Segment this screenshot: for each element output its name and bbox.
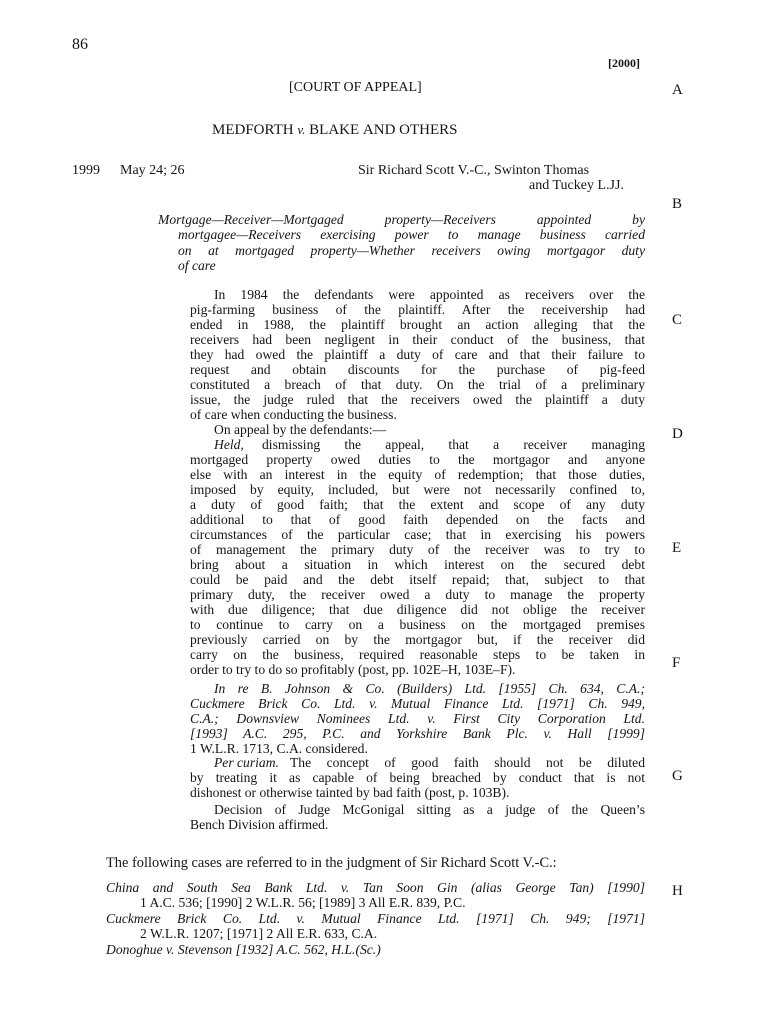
judges-line-1: Sir Richard Scott V.-C., Swinton Thomas xyxy=(358,163,590,178)
held-line: mortgaged property owed duties to the mortgagor and anyone xyxy=(190,452,645,467)
hearing-year: 1999 xyxy=(72,163,100,178)
margin-letter-g: G xyxy=(672,768,683,784)
facts-line: In 1984 the defendants were appointed as receivers over the xyxy=(214,287,645,302)
margin-letter-f: F xyxy=(672,655,681,671)
held-line: to continue to carry on a business on the mortgaged premises xyxy=(190,617,645,632)
margin-letter-b: B xyxy=(672,196,683,212)
held-line: else with an interest in the equity of redemption; that those duties, xyxy=(190,467,645,482)
case-citation-cont: 1 A.C. 536; [1990] 2 W.L.R. 56; [1989] 3 All E.R. 839, P.C. xyxy=(140,895,466,910)
catchwords-line-2: mortgagee—Receivers exercising power to manage business carried xyxy=(178,227,645,242)
catchwords-line-3: on at mortgaged property—Whether receivers owing mortgagor duty xyxy=(178,243,645,258)
considered-line: In re B. Johnson & Co. (Builders) Ltd. [1955] Ch. 634, C.A.; xyxy=(214,681,645,696)
per-curiam-line: dishonest or otherwise tainted by bad faith (post, p. 103B). xyxy=(190,785,510,800)
facts-line: constituted a breach of that duty. On the trial of a preliminary xyxy=(190,377,645,392)
facts-line: issue, the judge ruled that the receivers owed the plaintiff a duty xyxy=(190,392,645,407)
case-citation: Donoghue v. Stevenson [1932] A.C. 562, H.L.(Sc.) xyxy=(106,942,381,957)
decision-line: Decision of Judge McGonigal sitting as a judge of the Queen’s xyxy=(214,802,645,817)
held-line: previously carried on by the mortgagor but, if the receiver did xyxy=(190,632,645,647)
facts-line: they had owed the plaintiff a duty of care and that their failure to xyxy=(190,347,645,362)
case-title-party2: BLAKE xyxy=(309,122,360,138)
considered-line: C.A.; Downsview Nominees Ltd. v. First City Corporation Ltd. xyxy=(190,711,645,726)
per-curiam-line: The concept of good faith should not be diluted xyxy=(290,755,645,770)
facts-line: request and obtain discounts for the purchase of pig-feed xyxy=(190,362,645,377)
held-line: dismissing the appeal, that a receiver managing xyxy=(262,437,645,452)
facts-line: pig-farming business of the plaintiff. After the receivership had xyxy=(190,302,645,317)
held-line: order to try to do so profitably (post, pp. 102E–H, 103E–F). xyxy=(190,662,516,677)
hearing-dates: May 24; 26 xyxy=(120,163,185,178)
decision-line: Bench Division affirmed. xyxy=(190,817,329,832)
facts-line: of care when conducting the business. xyxy=(190,407,397,422)
catchwords-line-4: of care xyxy=(178,258,216,273)
margin-letter-h: H xyxy=(672,883,683,899)
catchwords-line-1: Mortgage—Receiver—Mortgaged property—Receivers appointed by xyxy=(158,212,645,227)
court-name: [COURT OF APPEAL] xyxy=(289,80,422,95)
held-line: with due diligence; that due diligence did not oblige the receiver xyxy=(190,602,645,617)
facts-line: ended in 1988, the plaintiff brought an action alleging that the xyxy=(190,317,645,332)
considered-line: [1993] A.C. 295, P.C. and Yorkshire Bank Plc. v. Hall [1999] xyxy=(190,726,645,741)
case-title-versus: v. xyxy=(297,122,306,137)
case-citation: Cuckmere Brick Co. Ltd. v. Mutual Finance Ltd. [1971] Ch. 949; [1971] xyxy=(106,911,645,926)
margin-letter-a: A xyxy=(672,82,683,98)
held-line: bring about a situation in which interest on the secured debt xyxy=(190,557,645,572)
case-citation-cont: 2 W.L.R. 1207; [1971] 2 All E.R. 633, C.A. xyxy=(140,926,378,941)
cases-intro: The following cases are referred to in the judgment of Sir Richard Scott V.-C.: xyxy=(106,855,557,871)
case-title-party1: MEDFORTH xyxy=(212,122,294,138)
page-number: 86 xyxy=(72,36,88,53)
judges-line-2: and Tuckey L.JJ. xyxy=(529,178,624,193)
considered-line: Cuckmere Brick Co. Ltd. v. Mutual Finance Ltd. [1971] Ch. 949, xyxy=(190,696,645,711)
held-line: circumstances of the particular case; that in exercising his powers xyxy=(190,527,645,542)
case-citation: China and South Sea Bank Ltd. v. Tan Soon Gin (alias George Tan) [1990] xyxy=(106,880,645,895)
held-label: Held, xyxy=(214,437,244,452)
on-appeal-line: On appeal by the defendants:— xyxy=(214,422,387,437)
held-line: carry on the business, required reasonable steps to be taken in xyxy=(190,647,645,662)
per-curiam-label: Per curiam. xyxy=(214,755,279,770)
held-line: of management the primary duty of the receiver was to try to xyxy=(190,542,645,557)
held-line: could be paid and the debt itself repaid; that, subject to that xyxy=(190,572,645,587)
margin-letter-d: D xyxy=(672,426,683,442)
report-year: [2000] xyxy=(608,56,640,70)
case-title-and-others: AND OTHERS xyxy=(362,122,458,138)
held-line: imposed by equity, included, but were not necessarily confined to, xyxy=(190,482,645,497)
held-line: additional to that of good faith depended on the facts and xyxy=(190,512,645,527)
considered-line: 1 W.L.R. 1713, C.A. considered. xyxy=(190,741,368,756)
margin-letter-c: C xyxy=(672,312,683,328)
margin-letter-e: E xyxy=(672,540,682,556)
per-curiam-line: by treating it as capable of being breached by conduct that is not xyxy=(190,770,645,785)
facts-line: receivers had been negligent in their conduct of the business, that xyxy=(190,332,645,347)
held-line: primary duty, the receiver owed a duty to manage the property xyxy=(190,587,645,602)
held-line: a duty of good faith; that the extent and scope of any duty xyxy=(190,497,645,512)
case-title xyxy=(212,122,458,139)
